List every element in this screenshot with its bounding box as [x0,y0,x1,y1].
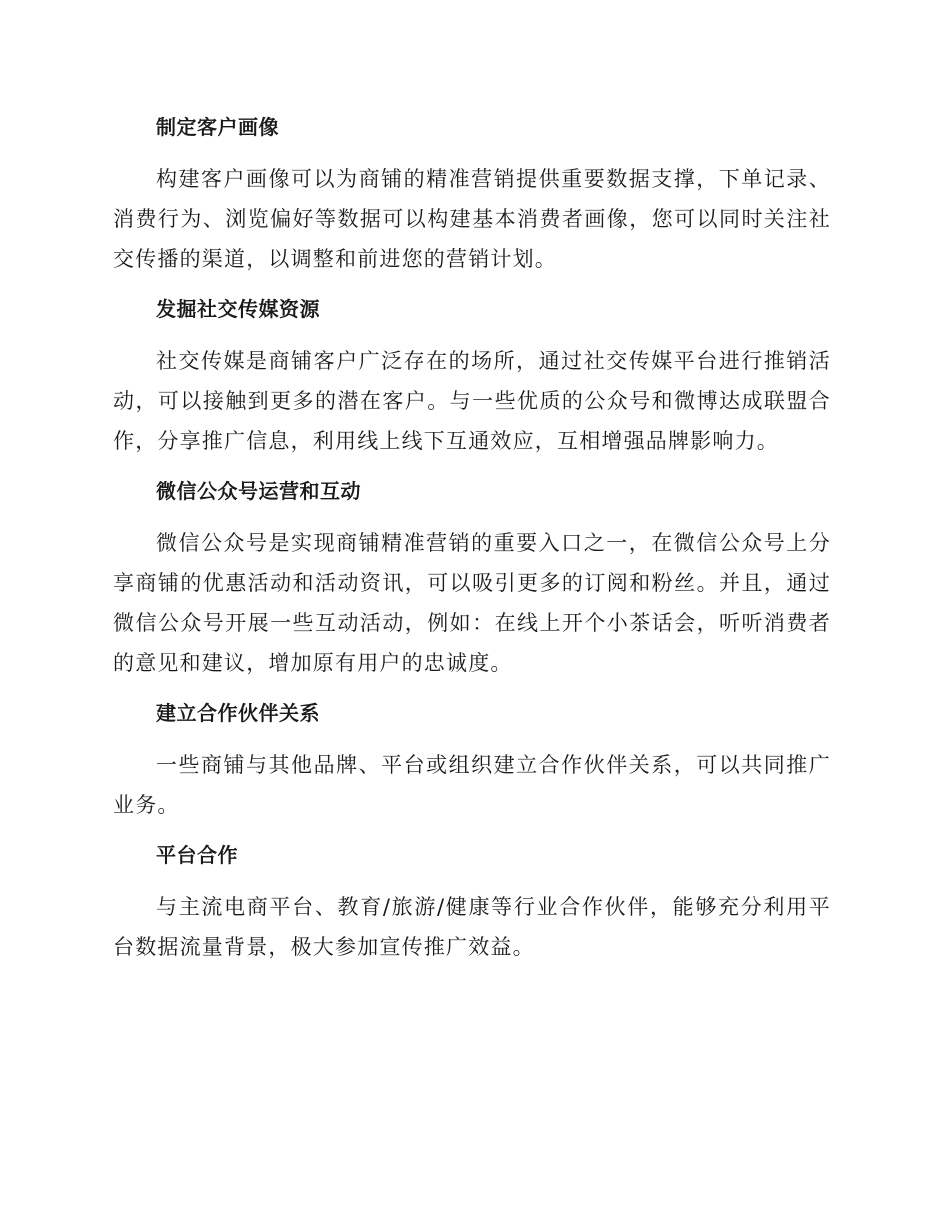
section-heading: 微信公众号运营和互动 [156,479,361,503]
section-paragraph: 微信公众号是实现商铺精准营销的重要入口之一，在微信公众号上分享商铺的优惠活动和活动资讯，可以吸引更多的订阅和粉丝。并且，通过微信公众号开展一些互动活动，例如：在线上开个小茶话会，听听消费者的意见和建议，增加原有用户的忠诚度。 [113,531,831,675]
section-heading: 建立合作伙伴关系 [156,701,320,725]
section-partnerships [113,691,831,825]
document-page [113,105,831,975]
section-customer-profile [113,105,831,279]
section-paragraph: 社交传媒是商铺客户广泛存在的场所，通过社交传媒平台进行推销活动，可以接触到更多的潜在客户。与一些优质的公众号和微博达成联盟合作，分享推广信息，利用线上线下互通效应，互相增强品牌影响力。 [113,349,831,453]
section-paragraph: 与主流电商平台、教育/旅游/健康等行业合作伙伴，能够充分利用平台数据流量背景，极大参加宣传推广效益。 [113,895,831,959]
section-social-media [113,287,831,461]
section-heading: 平台合作 [156,843,238,867]
section-wechat-account [113,469,831,683]
section-paragraph: 一些商铺与其他品牌、平台或组织建立合作伙伴关系，可以共同推广业务。 [113,753,831,817]
section-platform-cooperation [113,833,831,967]
section-heading: 发掘社交传媒资源 [156,297,320,321]
section-paragraph: 构建客户画像可以为商铺的精准营销提供重要数据支撑，下单记录、消费行为、浏览偏好等数据可以构建基本消费者画像，您可以同时关注社交传播的渠道，以调整和前进您的营销计划。 [113,167,831,271]
section-heading: 制定客户画像 [156,115,279,139]
